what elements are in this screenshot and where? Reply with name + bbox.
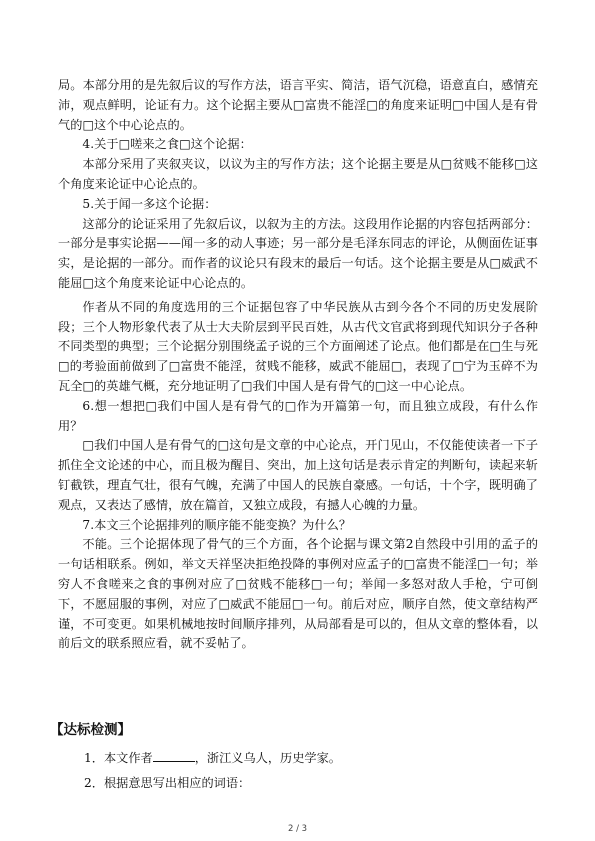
question-1-text: 1．本文作者 xyxy=(84,751,153,765)
paragraph: 4.关于□嗟来之食□这个论据： xyxy=(82,137,252,152)
paragraph: 6.想一想把□我们中国人是有骨气的□作为开篇第一句，而且独立成段，有什么作用？ xyxy=(58,398,538,433)
question-1-text-after: ，浙江义乌人，历史学家。 xyxy=(194,751,341,765)
paragraph: 7.本文三个论据排列的顺序能不能变换？为什么？ xyxy=(82,517,352,532)
question-1 xyxy=(84,749,341,768)
question-2: 2．根据意思写出相应的词语： xyxy=(84,776,251,790)
paragraph: 局。本部分用的是先叙后议的写作方法，语言平实、简洁，语气沉稳，语意直白，感情充沛，观点鲜明，论证有力。这个论据主要从□富贵不能淫□的角度来证明□中国人是有骨气的□这个中心论点的。 xyxy=(58,78,538,132)
paragraph: 本部分采用了夹叙夹议，以议为主的写作方法；这个论据主要是从□贫贱不能移□这个角度来论证中心论点的。 xyxy=(58,157,538,191)
paragraph: 作者从不同的角度选用的三个证据包容了中华民族从古到今各个不同的历史发展阶段；三个人物形象代表了从士大夫阶层到平民百姓，从古代文官武将到现代知识分子各种不同类型的典型；三个论据分别围绕孟子说的三个方面阐述了论点。他们都是在□生与死□的考验面前做到了□富贵不能淫，贫贱不能移，威武不能屈□，表现了□宁为玉碎不为瓦全□的英雄气概，充分地证明了□我们中国人是有骨气的□这一中心论点。 xyxy=(58,299,538,393)
body-text xyxy=(58,76,538,654)
paragraph: 不能。三个论据体现了骨气的三个方面，各个论据与课文第2自然段中引用的孟子的一句话相联系。例如，举文天祥坚决拒绝投降的事例对应孟子的□富贵不能淫□一句；举穷人不食嗟来之食的事例对应了□贫贱不能移□一句；举闻一多怒对敌人手枪，宁可倒下，不愿屈服的事例，对应了□威武不能屈□一句。前后对应，顺序自然，使文章结构严谨，不可变更。如果机械地按时间顺序排列，从局部看是可以的，但从文章的整体看，以前后文的联系照应看，就不妥帖了。 xyxy=(58,537,538,651)
section-title: 【达标检测】 xyxy=(50,722,131,738)
paragraph: 5.关于闻一多这个论据： xyxy=(82,196,217,211)
paragraph: 这部分的论证采用了先叙后议，以叙为主的方法。这段用作论据的内容包括两部分：一部分是事实论据——闻一多的动人事迹；另一部分是毛泽东同志的评论，从侧面佐证事实，是论据的一部分。而作者的议论只有段末的最后一句话。这个论据主要是从□威武不能屈□这个角度来论证中心论点的。 xyxy=(58,216,538,290)
paragraph: □我们中国人是有骨气的□这句是文章的中心论点，开门见山，不仅能使读者一下子抓住全文论述的中心，而且极为醒目、突出，加上这句话是表示肯定的判断句，读起来斩钉截铁，理直气壮，很有气魄，充满了中国人的民族自豪感。一句话，十个字，既明确了观点，又表达了感情，放在篇首，又独立成段，有撼人心魄的力量。 xyxy=(58,438,538,512)
page-number: 2 / 3 xyxy=(287,824,308,834)
answer-blank[interactable] xyxy=(153,749,195,762)
